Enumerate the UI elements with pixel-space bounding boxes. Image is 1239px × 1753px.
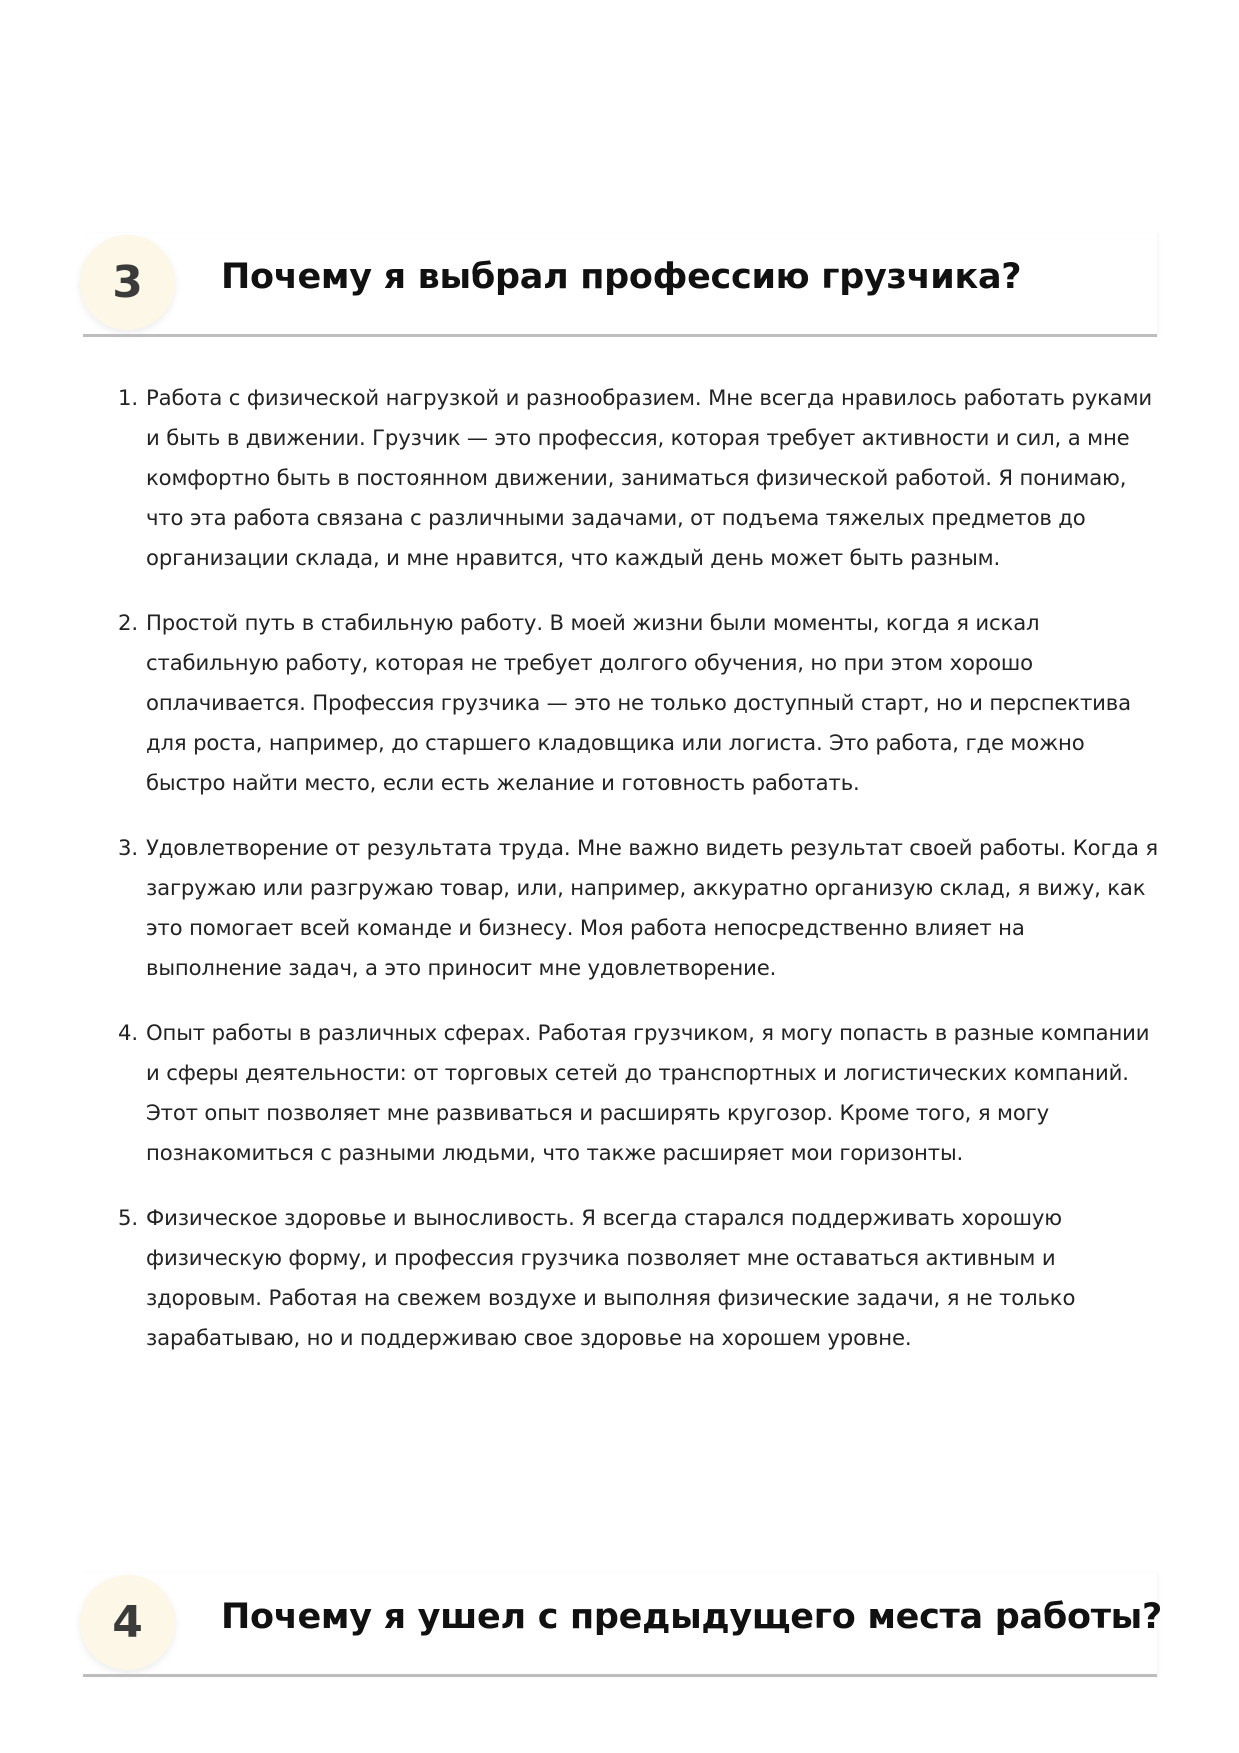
section-header-3 (83, 233, 1157, 337)
list-item (118, 603, 1166, 803)
section-divider (83, 334, 1157, 337)
section-title: Почему я ушел с предыдущего места работы? (221, 1597, 1163, 1637)
list-item-number: 5. (118, 1205, 138, 1230)
list-item-text: Физическое здоровье и выносливость. Я всегда старался поддерживать хорошую физическую форму, и профессия грузчика позволяет мне оставаться активным и здоровым. Работая на свежем воздухе и выполняя физические задачи, я не только зарабатываю, но и поддерживаю свое здоровье на хорошем уровне. (146, 1205, 1076, 1350)
reasons-list (118, 378, 1166, 1383)
list-item-text: Работа с физической нагрузкой и разнообразием. Мне всегда нравилось работать руками и быть в движении. Грузчик — это профессия, которая требует активности и сил, а мне комфортно быть в постоянном движении, заниматься физической работой. Я понимаю, что эта работа связана с различными задачами, от подъема тяжелых предметов до организации склада, и мне нравится, что каждый день может быть разным. (146, 385, 1153, 570)
section-number-badge: 4 (80, 1575, 175, 1670)
section-number-badge: 3 (80, 235, 175, 330)
section-header-4 (83, 1573, 1163, 1677)
list-item-text: Удовлетворение от результата труда. Мне важно видеть результат своей работы. Когда я загружаю или разгружаю товар, или, например, аккуратно организую склад, я вижу, как это помогает всей команде и бизнесу. Моя работа непосредственно влияет на выполнение задач, а это приносит мне удовлетворение. (146, 835, 1158, 980)
list-item (118, 1198, 1166, 1358)
list-item-text: Простой путь в стабильную работу. В моей жизни были моменты, когда я искал стабильную работу, которая не требует долгого обучения, но при этом хорошо оплачивается. Профессия грузчика — это не только доступный старт, но и перспектива для роста, например, до старшего кладовщика или логиста. Это работа, где можно быстро найти место, если есть желание и готовность работать. (146, 610, 1131, 795)
list-item-number: 2. (118, 610, 138, 635)
list-item (118, 378, 1166, 578)
list-item (118, 828, 1166, 988)
section-title: Почему я выбрал профессию грузчика? (221, 257, 1022, 297)
list-item-number: 1. (118, 385, 138, 410)
list-item-number: 3. (118, 835, 138, 860)
list-item-text: Опыт работы в различных сферах. Работая грузчиком, я могу попасть в разные компании и сферы деятельности: от торговых сетей до транспортных и логистических компаний. Этот опыт позволяет мне развиваться и расширять кругозор. Кроме того, я могу познакомиться с разными людьми, что также расширяет мои горизонты. (146, 1020, 1150, 1165)
list-item-number: 4. (118, 1020, 138, 1045)
list-item (118, 1013, 1166, 1173)
section-divider (83, 1674, 1157, 1677)
